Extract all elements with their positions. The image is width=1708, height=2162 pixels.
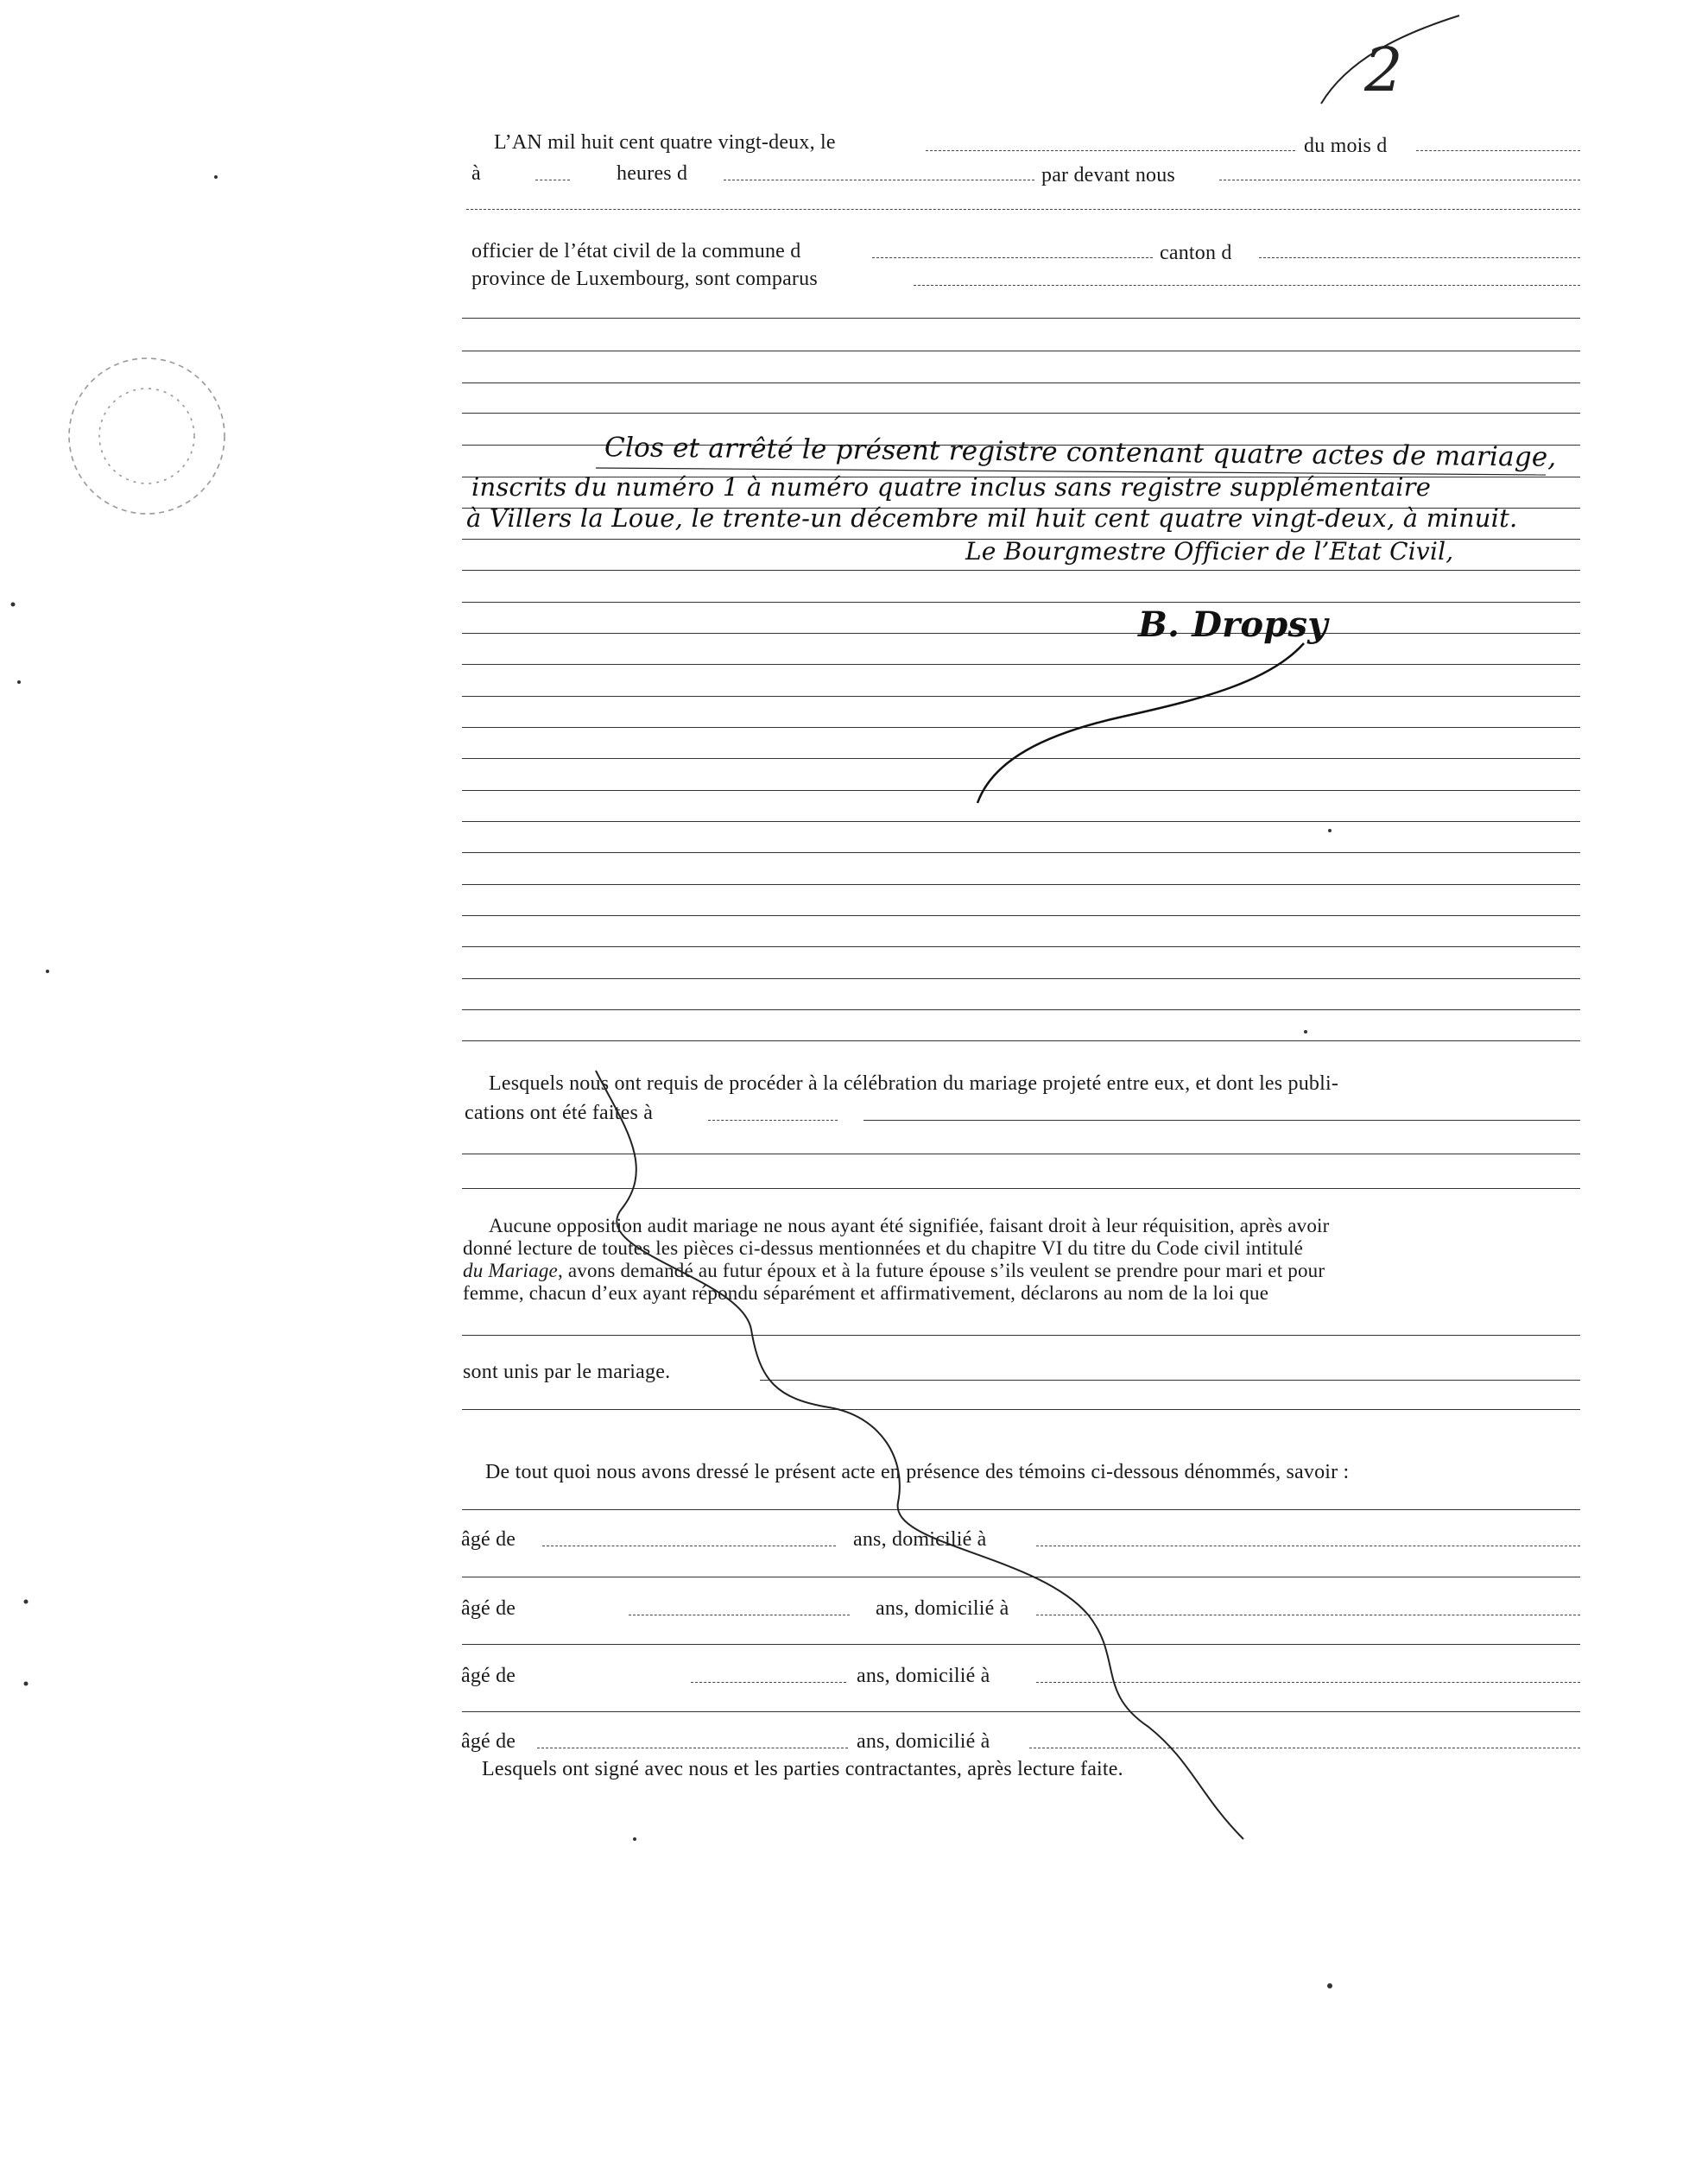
witness-ans-label: ans, domicilié à: [857, 1665, 990, 1687]
para-aucune-line-3: [463, 1260, 1325, 1282]
blank-witness-domicile: [1036, 1682, 1580, 1683]
signature: B. Dropsy: [1138, 604, 1328, 645]
blank-publications: [708, 1120, 838, 1121]
line2-heures: heures d: [617, 162, 688, 185]
line5-province: province de Luxembourg, sont comparus: [471, 268, 818, 290]
witness-age-label: âgé de: [461, 1665, 516, 1687]
line2-a: à: [471, 162, 481, 185]
handwriting-line-3: à Villers la Loue, le trente-un décembre mil huit cent quatre vingt-deux, à minuit.: [466, 503, 1518, 533]
line4-canton: canton d: [1160, 242, 1232, 264]
de-tout-quoi: De tout quoi nous avons dressé le présent acte en présence des témoins ci-dessous dénommés, savoir :: [485, 1461, 1350, 1483]
blank-canton: [1259, 257, 1580, 258]
rule: [863, 1120, 1580, 1121]
line4-officier: officier de l’état civil de la commune d: [471, 240, 801, 262]
witness-age-label: âgé de: [461, 1597, 516, 1620]
handwriting-line-1: Clos et arrêté le présent registre contenant quatre actes de mariage,: [604, 432, 1557, 473]
rule: [462, 1644, 1580, 1645]
witness-ans-label: ans, domicilié à: [853, 1528, 987, 1551]
closing-sentence: Lesquels ont signé avec nous et les parties contractantes, après lecture faite.: [482, 1758, 1123, 1780]
witness-ans-label: ans, domicilié à: [857, 1730, 990, 1753]
rule: [462, 1509, 1580, 1510]
para-aucune-line-4: femme, chacun d’eux ayant répondu séparément et affirmativement, déclarons au nom de la loi que: [463, 1282, 1269, 1304]
line1-prefix: L’AN mil huit cent quatre vingt-deux, le: [494, 131, 836, 154]
rule: [760, 1380, 1580, 1381]
italic-title: du Mariage: [463, 1260, 558, 1281]
rule: [462, 1711, 1580, 1712]
blank-comparus: [914, 285, 1580, 286]
cancellation-line: [596, 1071, 1243, 1839]
line2-par: par devant nous: [1041, 164, 1175, 186]
sont-unis: sont unis par le mariage.: [463, 1361, 671, 1383]
para-aucune-line-2: donné lecture de toutes les pièces ci-dessus mentionnées et du chapitre VI du titre du Code civil intitulé: [463, 1237, 1304, 1259]
line1-suffix: du mois d: [1304, 135, 1388, 157]
rule: [462, 1409, 1580, 1410]
rule: [462, 1188, 1580, 1189]
handwriting-line-4: Le Bourgmestre Officier de l’Etat Civil,: [965, 537, 1454, 566]
blank-witness-age: [691, 1682, 846, 1683]
para-lesquels-line-1: Lesquels nous ont requis de procéder à la célébration du mariage projeté entre eux, et dont les publi-: [489, 1072, 1339, 1095]
para-lesquels-line-2: cations ont été faites à: [465, 1102, 654, 1124]
seal-stamp: [69, 358, 225, 514]
blank-day: [926, 150, 1295, 151]
blank-line3: [466, 209, 1580, 210]
signature-flourish: [977, 643, 1304, 803]
witness-age-label: âgé de: [461, 1730, 516, 1753]
witness-age-label: âgé de: [461, 1528, 516, 1551]
handwriting-line-2: inscrits du numéro 1 à numéro quatre inclus sans registre supplémentaire: [471, 472, 1432, 502]
witness-ans-label: ans, domicilié à: [876, 1597, 1009, 1620]
rule: [462, 1335, 1580, 1336]
para-aucune-line-1: Aucune opposition audit mariage ne nous ayant été signifiée, faisant droit à leur réquisition, après avoir: [489, 1215, 1330, 1236]
blank-commune: [872, 257, 1153, 258]
blank-month: [1416, 150, 1580, 151]
folio-number: 2: [1364, 35, 1403, 105]
para-aucune-line-3-rest: , avons demandé au futur époux et à la future épouse s’ils veulent se prendre pour mari et pour: [557, 1260, 1325, 1281]
